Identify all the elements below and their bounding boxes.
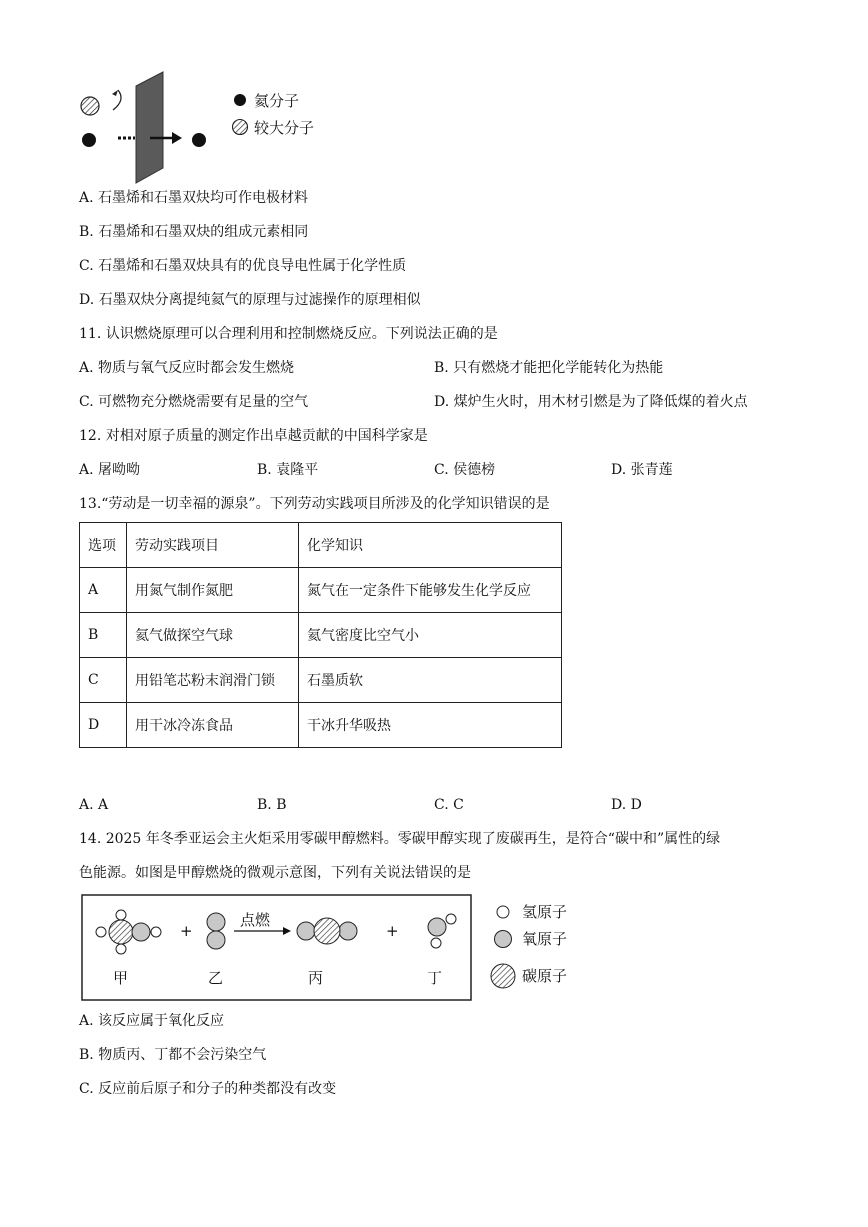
q10-option-a: A. 石墨烯和石墨双炔均可作电极材料 xyxy=(79,190,309,206)
carbon-atom-icon xyxy=(491,964,515,988)
filter-membrane-figure xyxy=(0,0,868,200)
methanol-combustion-diagram xyxy=(0,885,868,1010)
table-cell: 干冰升华吸热 xyxy=(299,703,562,748)
q11-option-d: D. 煤炉生火时，用木材引燃是为了降低煤的着火点 xyxy=(434,394,748,410)
q10-option-d: D. 石墨双炔分离提纯氦气的原理与过滤操作的原理相似 xyxy=(79,292,421,308)
table-row xyxy=(80,658,562,703)
table-header-cell: 劳动实践项目 xyxy=(127,523,299,568)
table-cell: 用干冰冷冻食品 xyxy=(127,703,299,748)
q13-option-b: B. B xyxy=(257,797,287,813)
table-cell: A xyxy=(80,568,127,613)
q11-option-b: B. 只有燃烧才能把化学能转化为热能 xyxy=(434,360,664,376)
q13-option-c: C. C xyxy=(434,797,464,813)
helium-legend-icon xyxy=(234,94,246,106)
legend-helium-label: 氦分子 xyxy=(254,92,300,110)
q11-option-a: A. 物质与氧气反应时都会发生燃烧 xyxy=(79,360,295,376)
label-jia: 甲 xyxy=(113,969,129,987)
reaction-condition: 点燃 xyxy=(240,911,271,929)
q12-stem: 12. 对相对原子质量的测定作出卓越贡献的中国科学家是 xyxy=(79,428,428,444)
legend-carbon-label: 碳原子 xyxy=(522,967,568,985)
label-ding: 丁 xyxy=(427,969,443,987)
legend-large-molecule-label: 较大分子 xyxy=(254,119,315,137)
large-molecule-legend-icon xyxy=(233,120,248,135)
table-cell: 用铅笔芯粉末润滑门锁 xyxy=(127,658,299,703)
q11-option-c: C. 可燃物充分燃烧需要有足量的空气 xyxy=(79,394,309,410)
table-cell: 石墨质软 xyxy=(299,658,562,703)
q12-option-c: C. 侯德榜 xyxy=(434,462,496,478)
legend-oxygen-label: 氧原子 xyxy=(522,930,568,948)
table-cell: 氦气做探空气球 xyxy=(127,613,299,658)
plus-sign: + xyxy=(180,922,193,940)
table-cell: D xyxy=(80,703,127,748)
table-cell: 氦气密度比空气小 xyxy=(299,613,562,658)
table-row xyxy=(80,568,562,613)
table-cell: B xyxy=(80,613,127,658)
plus-sign: + xyxy=(386,922,399,940)
table-header-cell: 选项 xyxy=(80,523,127,568)
q13-stem: 13.“劳动是一切幸福的源泉”。下列劳动实践项目所涉及的化学知识错误的是 xyxy=(79,496,550,512)
oxygen-atom-icon xyxy=(495,931,512,948)
q13-table xyxy=(79,522,562,748)
q13-option-d: D. D xyxy=(611,797,642,813)
helium-molecule-icon xyxy=(192,133,206,147)
q14-option-a: A. 该反应属于氧化反应 xyxy=(79,1013,225,1029)
q12-option-b: B. 袁隆平 xyxy=(257,462,319,478)
table-cell: C xyxy=(80,658,127,703)
table-cell: 氮气在一定条件下能够发生化学反应 xyxy=(299,568,562,613)
q10-option-b: B. 石墨烯和石墨双炔的组成元素相同 xyxy=(79,224,309,240)
q14-option-c: C. 反应前后原子和分子的种类都没有改变 xyxy=(79,1081,337,1097)
q13-option-a: A. A xyxy=(79,797,109,813)
pass-arrow-icon xyxy=(172,132,182,144)
carbon-dioxide-molecule-icon xyxy=(297,918,357,944)
helium-molecule-icon xyxy=(82,133,96,147)
label-yi: 乙 xyxy=(208,969,224,987)
hydrogen-atom-icon xyxy=(497,906,509,918)
table-row xyxy=(80,613,562,658)
legend-hydrogen-label: 氢原子 xyxy=(522,903,568,921)
q14-stem-line2: 色能源。如图是甲醇燃烧的微观示意图，下列有关说法错误的是 xyxy=(79,865,471,881)
table-header-row xyxy=(80,523,562,568)
q12-option-d: D. 张青莲 xyxy=(611,462,673,478)
q11-stem: 11. 认识燃烧原理可以合理利用和控制燃烧反应。下列说法正确的是 xyxy=(79,326,498,342)
table-header-cell: 化学知识 xyxy=(299,523,562,568)
q10-option-c: C. 石墨烯和石墨双炔具有的优良导电性属于化学性质 xyxy=(79,258,407,274)
table-row xyxy=(80,703,562,748)
large-molecule-icon xyxy=(81,97,99,115)
q12-option-a: A. 屠呦呦 xyxy=(79,462,141,478)
table-cell: 用氮气制作氮肥 xyxy=(127,568,299,613)
membrane-sheet xyxy=(136,72,163,183)
q14-option-b: B. 物质丙、丁都不会污染空气 xyxy=(79,1047,267,1063)
diagram-frame xyxy=(82,895,471,1000)
q14-stem-line1: 14. 2025 年冬季亚运会主火炬采用零碳甲醇燃料。零碳甲醇实现了废碳再生，是符合“碳中和”属性的绿 xyxy=(79,831,721,847)
label-bing: 丙 xyxy=(308,969,324,987)
